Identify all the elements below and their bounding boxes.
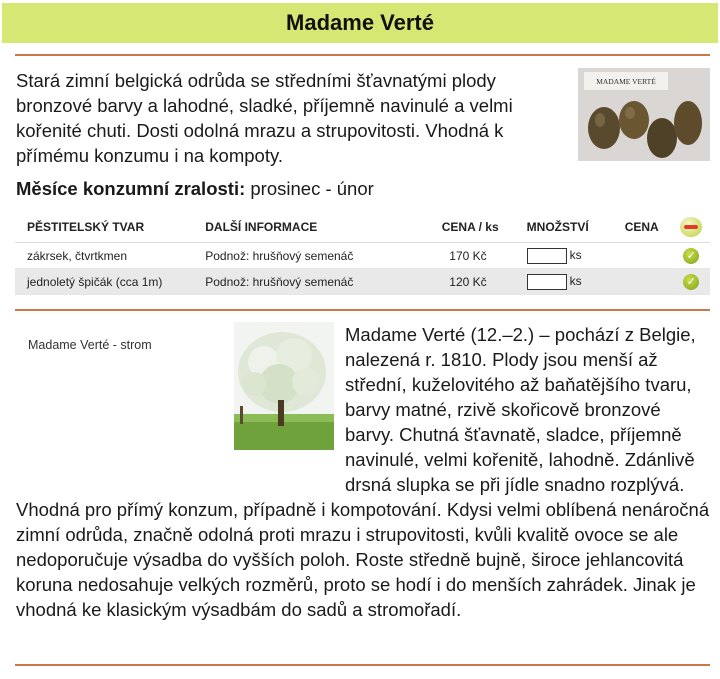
- divider: [15, 664, 710, 666]
- col-cart: [672, 212, 710, 243]
- add-to-cart-icon[interactable]: ✓: [683, 274, 699, 290]
- photo-label: MADAME VERTÉ: [596, 77, 656, 86]
- quantity-cell: [515, 269, 613, 295]
- cart-icon: [680, 217, 702, 237]
- tree-caption: Madame Verté - strom: [28, 338, 152, 352]
- tree-photo: [234, 322, 334, 450]
- quantity-unit: ks: [569, 247, 582, 262]
- offer-table: [15, 212, 710, 295]
- quantity-cell: [515, 243, 613, 269]
- title-bar: [2, 3, 718, 43]
- col-quantity: MNOŽSTVÍ: [515, 212, 613, 243]
- row-info: Podnož: hrušňový semenáč: [193, 243, 396, 269]
- col-info: DALŠÍ INFORMACE: [193, 212, 396, 243]
- ripeness-row: [16, 177, 374, 201]
- quantity-unit: ks: [569, 273, 582, 288]
- tree-description: Madame Verté (12.–2.) – pochází z Belgie, nalezená r. 1810. Plody jsou menší až střední, kuželovitého až baňatějšího tvaru, barvy matné, rzivě skořicově bronzové barvy. Chutná šťavnatě, sladce, příjemně navinulé, velmi kořenitě, lahodně. Zdánlivě drsná slupka se při jídle snadno rozplývá. Vhodná pro přímý konzum, případně i kompotování. Kdysi velmi oblíbená nenáročná zimní odrůda, značně odolná proti mrazu i strupovitosti, kvůli kvalitě ovoce se ale nedoporučuje výsadba do vyšších poloh. Roste středně bujně, široce jehlancovitá koruna nedosahuje velkých rozměrů, proto se hodí i do menších zahrádek. Jinak je vhodná ke klasickým výsadbám do sadů a stromořadí.: [16, 324, 710, 620]
- pears-photo: [578, 68, 710, 161]
- divider: [15, 54, 710, 56]
- intro-text: Stará zimní belgická odrůda se středními šťavnatými plody bronzové barvy a lahodné, sladké, příjemně navinulé a velmi kořenité chuti. Dosti odolná mrazu a strupovitosti. Vhodná k přímému konzumu i na kompoty.: [16, 70, 513, 166]
- row-form: zákrsek, čtvrtkmen: [15, 243, 193, 269]
- col-form: PĚSTITELSKÝ TVAR: [15, 212, 193, 243]
- quantity-input[interactable]: [527, 274, 567, 290]
- col-price: CENA: [613, 212, 673, 243]
- row-info: Podnož: hrušňový semenáč: [193, 269, 396, 295]
- quantity-input[interactable]: [527, 248, 567, 264]
- table-row: [15, 269, 710, 295]
- ripeness-value: prosinec - únor: [250, 178, 374, 199]
- ripeness-label: Měsíce konzumní zralosti:: [16, 178, 246, 199]
- add-to-cart-icon[interactable]: ✓: [683, 248, 699, 264]
- row-unit-price: 170 Kč: [396, 243, 515, 269]
- add-cell: [672, 243, 710, 269]
- row-price: [613, 269, 673, 295]
- add-cell: [672, 269, 710, 295]
- col-unit-price: CENA / ks: [396, 212, 515, 243]
- row-form: jednoletý špičák (cca 1m): [15, 269, 193, 295]
- page-title: Madame Verté: [286, 10, 434, 35]
- table-header-row: [15, 212, 710, 243]
- row-price: [613, 243, 673, 269]
- row-unit-price: 120 Kč: [396, 269, 515, 295]
- divider: [15, 309, 710, 311]
- tree-section: [16, 322, 710, 622]
- table-row: [15, 243, 710, 269]
